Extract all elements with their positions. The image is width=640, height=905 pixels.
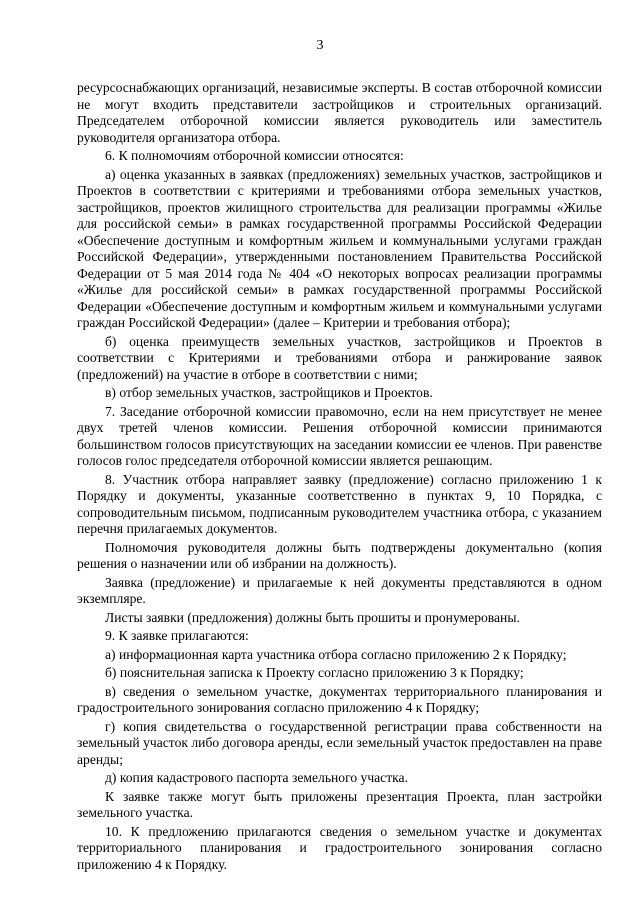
paragraph-6b: б) оценка преимуществ земельных участков, застройщиков и Проектов в соответствии с Критериями и требованиями отбора и ранжирование заявок (предложений) на участие в отборе в соответствии с ними; <box>77 333 602 382</box>
paragraph-6a: а) оценка указанных в заявках (предложениях) земельных участков, застройщиков и Проектов в соответствии с критериями и требованиями отбора земельных участков, застройщиков, проектов жилищного строительства для реализации программы «Жилье для российской семьи» в рамках государственной программы Российской Федерации «Обеспечение доступным и комфортным жильем и коммунальными услугами граждан Российской Федерации», утвержденными постановлением Правительства Российской Федерации от 5 мая 2014 года № 404 «О некоторых вопросах реализации программы «Жилье для российской семьи» в рамках государственной программы Российской Федерации «Обеспечение доступным и комфортным жильем и коммунальными услугами граждан Российской Федерации» (далее – Критерии и требования отбора); <box>77 166 602 330</box>
paragraph-9g: г) копия свидетельства о государственной регистрации права собственности на земельный участок либо договора аренды, если земельный участок предоставлен на праве аренды; <box>77 718 602 767</box>
paragraph-7: 7. Заседание отборочной комиссии правомочно, если на нем присутствует не менее двух третей членов комиссии. Решения отборочной комиссии принимаются большинством голосов присутствующих на заседании комиссии ее членов. При равенстве голосов голос председателя отборочной комиссии является решающим. <box>77 403 602 468</box>
paragraph-9d: д) копия кадастрового паспорта земельного участка. <box>105 770 408 785</box>
paragraph-8-binding: Листы заявки (предложения) должны быть прошиты и пронумерованы. <box>105 609 520 625</box>
page-number: 3 <box>316 38 324 53</box>
paragraph-9b: б) пояснительная записка к Проекту согласно приложению 3 к Порядку; <box>105 665 524 680</box>
paragraph-8: 8. Участник отбора направляет заявку (предложение) согласно приложению 1 к Порядку и документы, указанные соответственно в пунктах 9, 10 Порядка, с сопроводительным письмом, подписанным руководителем участника отбора, с указанием перечня прилагаемых документов. <box>77 471 602 536</box>
paragraph-8-copies: Заявка (предложение) и прилагаемые к ней документы представляются в одном экземпляре. <box>77 574 602 606</box>
paragraph-9v: в) сведения о земельном участке, документах территориального планирования и градостроительного зонирования согласно приложению 4 к Порядку; <box>77 683 602 715</box>
paragraph-8-authority: Полномочия руководителя должны быть подтверждены документально (копия решения о назначении или об избрании на должность). <box>77 539 602 571</box>
paragraph-9: 9. К заявке прилагаются: <box>105 628 249 643</box>
paragraph-9-extra: К заявке также могут быть приложены презентация Проекта, план застройки земельного участка. <box>77 788 602 820</box>
paragraph-10: 10. К предложению прилагаются сведения о земельном участке и документах территориального планирования и градостроительного зонирования согласно приложению 4 к Порядку. <box>77 823 602 872</box>
paragraph-9a: а) информационная карта участника отбора согласно приложению 2 к Порядку; <box>105 646 567 662</box>
paragraph-6v: в) отбор земельных участков, застройщиков и Проектов. <box>105 385 433 400</box>
document-body <box>77 80 602 875</box>
paragraph-continuation: ресурсоснабжающих организаций, независимые эксперты. В состав отборочной комиссии не могут входить представители застройщиков и строительных организаций. Председателем отборочной комиссии является руководитель или заместитель руководителя организатора отбора. <box>77 80 602 145</box>
paragraph-6: 6. К полномочиям отборочной комиссии относятся: <box>105 148 404 163</box>
